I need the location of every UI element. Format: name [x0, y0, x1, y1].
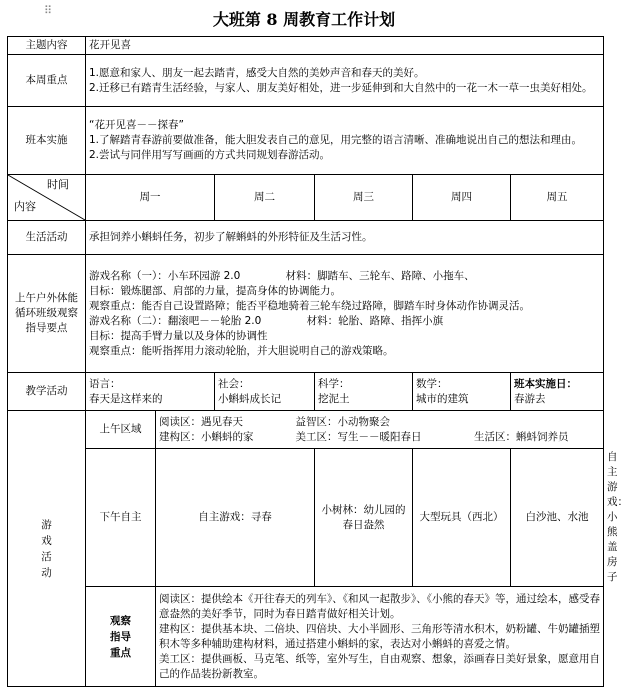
observe-row — [8, 587, 604, 687]
observe-line: 建构区：提供基本块、二倍块、四倍块、大小半圆形、三角形等清水积木，奶粉罐、牛奶罐插塑积木等多种辅助建构材料，通过搭建小蝌蚪的家，表达对小蝌蚪的喜爱之情。 — [159, 622, 600, 650]
teach-cell-tue — [215, 373, 315, 411]
game-label-cell — [8, 411, 86, 687]
pm-cell-mon: 自主游戏：寻春 — [156, 449, 315, 587]
diag-content-label: 内容 — [14, 200, 36, 213]
observe-line: 美工区：提供画板、马克笔、纸等，室外写生，自由观察、想象，添画春日美好景象，愿意用自己的作品装扮新教室。 — [159, 652, 600, 680]
life-row — [8, 221, 604, 255]
weekday-header-row — [8, 175, 604, 221]
class-content — [86, 107, 604, 175]
diag-time-label: 时间 — [47, 178, 69, 191]
life-label: 生活活动 — [8, 221, 86, 255]
theme-label: 主题内容 — [8, 37, 86, 55]
focus-content — [86, 55, 604, 107]
pm-cell-wed: 大型玩具（西北） — [413, 449, 511, 587]
outdoor-line: 观察重点：能听指挥用力滚动轮胎，并大胆说明自己的游戏策略。 — [89, 344, 394, 357]
teach-cell-wed — [315, 373, 413, 411]
weekday-wed: 周三 — [315, 175, 413, 221]
focus-line: 2.迁移已有踏青生活经验，与家人、朋友美好相处，进一步延伸到和大自然中的一花一木一草一虫美好相处。 — [89, 81, 593, 94]
am-content — [156, 411, 604, 449]
weekday-tue: 周二 — [215, 175, 315, 221]
weekday-fri: 周五 — [511, 175, 604, 221]
diagonal-header-cell — [8, 175, 86, 221]
class-label: 班本实施 — [8, 107, 86, 175]
theme-value: 花开见喜 — [86, 37, 604, 55]
am-label: 上午区域 — [86, 411, 156, 449]
am-area-row — [8, 411, 604, 449]
am-line: 阅读区：遇见春天 益智区：小动物聚会 — [159, 415, 390, 428]
life-value: 承担饲养小蝌蚪任务，初步了解蝌蚪的外形特征及生活习性。 — [86, 221, 604, 255]
teach-activity: 小蝌蚪成长记 — [218, 392, 281, 405]
observe-line: 阅读区：提供绘本《开往春天的列车》、《和风一起散步》、《小熊的春天》等，通过绘本，感受春意盎然的美好季节，同时为春日踏青做好相关计划。 — [159, 592, 600, 620]
pm-cell-thu: 白沙池、水池 — [511, 449, 604, 587]
observe-label-text: 观察指导重点 — [110, 614, 131, 659]
document-title: 大班第 8 周教育工作计划 — [212, 10, 396, 29]
outdoor-label: 上午户外体能循环班级观察指导要点 — [8, 255, 86, 373]
teach-label: 教学活动 — [8, 373, 86, 411]
outdoor-row — [8, 255, 604, 373]
drag-handle-icon[interactable]: ⠿ — [44, 4, 52, 17]
theme-row — [8, 37, 604, 55]
teach-activity: 城市的建筑 — [416, 392, 469, 405]
teach-activity: 春天是这样来的 — [89, 392, 163, 405]
class-line: 2.尝试与同伴用写写画画的方式共同规划春游活动。 — [89, 149, 331, 161]
weekday-thu: 周四 — [413, 175, 511, 221]
teach-subject: 语言： — [89, 377, 121, 390]
pm-label: 下午自主 — [86, 449, 156, 587]
teach-cell-mon — [86, 373, 215, 411]
focus-row — [8, 55, 604, 107]
teach-cell-thu — [413, 373, 511, 411]
teach-subject: 社会： — [218, 377, 250, 390]
weekday-mon: 周一 — [86, 175, 215, 221]
focus-line: 1.愿意和家人、朋友一起去踏青，感受大自然的美妙声音和春天的美好。 — [89, 66, 425, 79]
outdoor-line: 游戏名称（一）：小车环园游 2.0 材料：脚踏车、三轮车、路障、小拖车、 — [89, 269, 475, 282]
outdoor-line: 目标：提高手臂力量以及身体的协调性 — [89, 329, 268, 342]
teach-subject: 数学： — [416, 377, 448, 390]
pm-cell-tue: 小树林：幼儿园的春日盎然 — [315, 449, 413, 587]
pm-row: 下午自主 自主游戏：寻春 小树林：幼儿园的春日盎然 大型玩具（西北） 白沙池、水池 自主游戏：小熊盖房子 — [8, 449, 604, 587]
observe-content — [156, 587, 604, 687]
teach-cell-fri — [511, 373, 604, 411]
teach-subject: 班本实施日： — [514, 377, 577, 390]
outdoor-line: 观察重点：能否自己设置路障；能否平稳地骑着三轮车绕过路障，脚踏车时身体动作协调灵活。 — [89, 299, 530, 312]
class-line: 1.了解踏青春游前要做准备，能大胆发表自己的意见，用完整的语言清晰、准确地说出自己的想法和理由。 — [89, 134, 583, 146]
teach-activity: 春游去 — [514, 392, 546, 405]
observe-label — [86, 587, 156, 687]
teach-activity: 挖泥土 — [318, 392, 350, 405]
teach-row — [8, 373, 604, 411]
outdoor-content — [86, 255, 604, 373]
plan-table — [7, 36, 628, 687]
class-row — [8, 107, 604, 175]
game-label: 游戏活动 — [41, 518, 52, 579]
class-line: “花开见喜－－探春” — [89, 119, 184, 131]
am-line: 建构区：小蝌蚪的家 美工区：写生－－暖阳春日 生活区：蝌蚪饲养员 — [159, 430, 569, 443]
outdoor-line: 游戏名称（二）：翻滚吧－－轮胎 2.0 材料：轮胎、路障、指挥小旗 — [89, 314, 444, 327]
teach-subject: 科学： — [318, 377, 350, 390]
focus-label: 本周重点 — [8, 55, 86, 107]
outdoor-line: 目标：锻炼腿部、肩部的力量，提高身体的协调能力。 — [89, 284, 341, 297]
